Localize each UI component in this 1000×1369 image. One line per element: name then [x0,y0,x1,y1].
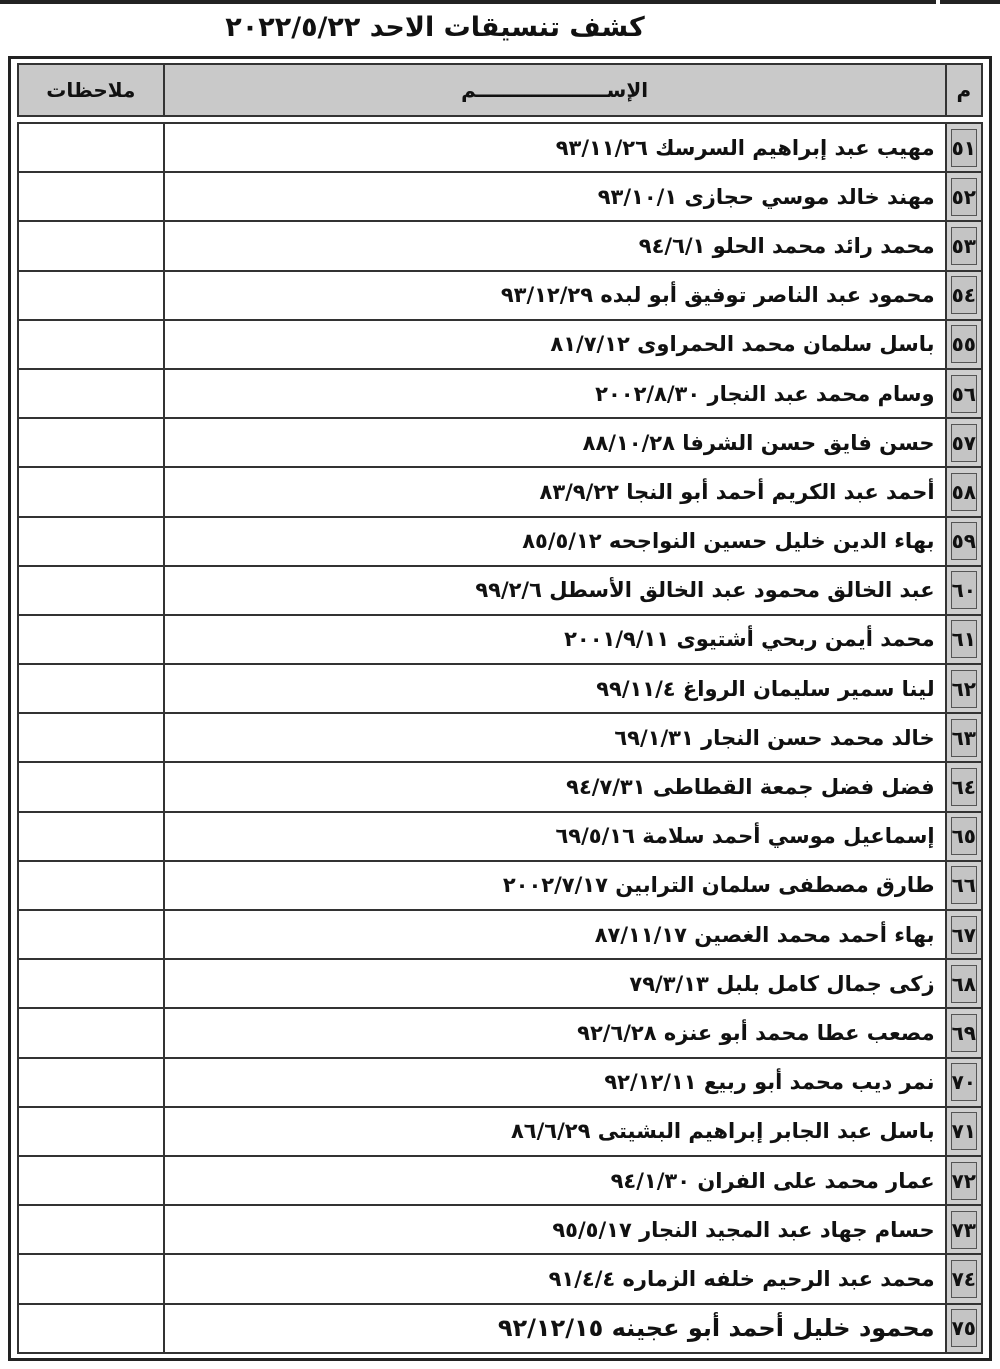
row-name: إسماعيل موسي أحمد سلامة ٦٩/٥/١٦ [164,812,946,861]
row-number-cell [946,713,982,762]
row-number: ٧٥ [951,1309,977,1347]
row-notes [18,369,164,418]
row-notes [18,123,164,172]
row-number-cell [946,861,982,910]
row-number: ٥٩ [951,522,977,560]
row-number-cell [946,123,982,172]
row-number-cell [946,566,982,615]
header-name [164,64,946,116]
table-row [18,221,982,270]
row-notes [18,1254,164,1303]
row-number-cell [946,762,982,811]
roster-table [17,63,983,1354]
row-number: ٥١ [951,129,977,167]
row-name: طارق مصطفى سلمان الترابين ٢٠٠٢/٧/١٧ [164,861,946,910]
row-number-cell [946,271,982,320]
row-name: محمد رائد محمد الحلو ٩٤/٦/١ [164,221,946,270]
top-rule-right [940,0,1000,4]
row-number: ٥٧ [951,424,977,462]
table-row [18,172,982,221]
table-row [18,713,982,762]
row-number: ٦٤ [951,768,977,806]
row-name: مهند خالد موسي حجازى ٩٣/١٠/١ [164,172,946,221]
table-row [18,1107,982,1156]
row-notes [18,320,164,369]
row-notes [18,713,164,762]
header-num: م [946,64,982,116]
row-number-cell [946,517,982,566]
table-row [18,615,982,664]
row-notes [18,1008,164,1057]
top-rule [0,0,1000,6]
row-name: أحمد عبد الكريم أحمد أبو النجا ٨٣/٩/٢٢ [164,467,946,516]
row-number: ٧١ [951,1112,977,1150]
row-number: ٧٤ [951,1260,977,1298]
row-name: لينا سمير سليمان الرواغ ٩٩/١١/٤ [164,664,946,713]
row-number-cell [946,615,982,664]
table-row [18,271,982,320]
row-notes [18,664,164,713]
row-notes [18,959,164,1008]
row-notes [18,172,164,221]
table-row [18,910,982,959]
table-row [18,664,982,713]
row-notes [18,271,164,320]
row-number: ٥٤ [951,276,977,314]
row-name: نمر ديب محمد أبو ربيع ٩٢/١٢/١١ [164,1058,946,1107]
row-notes [18,517,164,566]
row-notes [18,910,164,959]
row-number-cell [946,959,982,1008]
row-number-cell [946,418,982,467]
row-name: عبد الخالق محمود عبد الخالق الأسطل ٩٩/٢/٦ [164,566,946,615]
row-number: ٦١ [951,620,977,658]
row-number-cell [946,812,982,861]
row-notes [18,221,164,270]
header-name-label: الإســـــــــــــــــــم [461,78,649,102]
row-name: باسل عبد الجابر إبراهيم البشيتى ٨٦/٦/٢٩ [164,1107,946,1156]
row-name: مهيب عبد إبراهيم السرسك ٩٣/١١/٢٦ [164,123,946,172]
row-number: ٥٦ [951,375,977,413]
row-number: ٦٦ [951,866,977,904]
table-row [18,861,982,910]
row-notes [18,812,164,861]
page-title: كشف تنسيقات الاحد ٢٠٢٢/٥/٢٢ [225,12,645,43]
roster-sheet [8,56,992,1361]
row-notes [18,418,164,467]
row-number-cell [946,1107,982,1156]
table-row [18,1058,982,1107]
row-name: حسام جهاد عبد المجيد النجار ٩٥/٥/١٧ [164,1205,946,1254]
table-row [18,1254,982,1303]
row-name: وسام محمد عبد النجار ٢٠٠٢/٨/٣٠ [164,369,946,418]
table-row [18,566,982,615]
row-number-cell [946,320,982,369]
row-notes [18,762,164,811]
row-name: مصعب عطا محمد أبو عنزه ٩٢/٦/٢٨ [164,1008,946,1057]
row-number: ٦٨ [951,965,977,1003]
row-number: ٥٣ [951,227,977,265]
row-number-cell [946,369,982,418]
row-name: باسل سلمان محمد الحمراوى ٨١/٧/١٢ [164,320,946,369]
row-number-cell [946,467,982,516]
table-row [18,1156,982,1205]
row-number: ٦٩ [951,1014,977,1052]
row-number: ٧٠ [951,1063,977,1101]
row-number: ٦٧ [951,916,977,954]
row-notes [18,861,164,910]
row-notes [18,1107,164,1156]
row-notes [18,1058,164,1107]
row-name: حسن فايق حسن الشرفا ٨٨/١٠/٢٨ [164,418,946,467]
table-row [18,1008,982,1057]
table-row [18,123,982,172]
row-number: ٦٥ [951,817,977,855]
row-number-cell [946,1205,982,1254]
row-number-cell [946,1058,982,1107]
row-name: محمد أيمن ربحي أشتيوى ٢٠٠١/٩/١١ [164,615,946,664]
row-number-cell [946,664,982,713]
table-row [18,1205,982,1254]
row-name: بهاء أحمد محمد الغصين ٨٧/١١/١٧ [164,910,946,959]
row-name: زكى جمال كامل بلبل ٧٩/٣/١٣ [164,959,946,1008]
row-notes [18,467,164,516]
row-name: فضل فضل جمعة القطاطى ٩٤/٧/٣١ [164,762,946,811]
row-number-cell [946,1254,982,1303]
table-row [18,369,982,418]
row-name: بهاء الدين خليل حسين النواجحه ٨٥/٥/١٢ [164,517,946,566]
table-row [18,762,982,811]
row-notes [18,1205,164,1254]
table-row [18,959,982,1008]
row-number: ٦٠ [951,571,977,609]
table-row [18,418,982,467]
row-notes [18,615,164,664]
row-name: محمود خليل أحمد أبو عجينه ٩٢/١٢/١٥ [164,1304,946,1353]
row-name: محمود عبد الناصر توفيق أبو لبده ٩٣/١٢/٢٩ [164,271,946,320]
row-name: خالد محمد حسن النجار ٦٩/١/٣١ [164,713,946,762]
row-number: ٥٢ [951,178,977,216]
row-notes [18,1156,164,1205]
row-number: ٧٣ [951,1211,977,1249]
row-number-cell [946,1304,982,1353]
row-number: ٧٢ [951,1162,977,1200]
row-number: ٥٥ [951,325,977,363]
row-number: ٦٣ [951,719,977,757]
table-row [18,1304,982,1353]
row-name: محمد عبد الرحيم خلفه الزماره ٩١/٤/٤ [164,1254,946,1303]
row-number-cell [946,172,982,221]
table-row [18,517,982,566]
table-row [18,812,982,861]
row-number-cell [946,221,982,270]
row-number-cell [946,1156,982,1205]
row-number-cell [946,910,982,959]
top-rule-left [0,0,936,4]
table-header-row [18,64,982,116]
row-notes [18,1304,164,1353]
header-notes: ملاحظات [18,64,164,116]
row-name: عمار محمد على الفران ٩٤/١/٣٠ [164,1156,946,1205]
header-gap [18,116,982,123]
row-number: ٦٢ [951,670,977,708]
row-number: ٥٨ [951,473,977,511]
table-row [18,467,982,516]
row-notes [18,566,164,615]
row-number-cell [946,1008,982,1057]
table-row [18,320,982,369]
